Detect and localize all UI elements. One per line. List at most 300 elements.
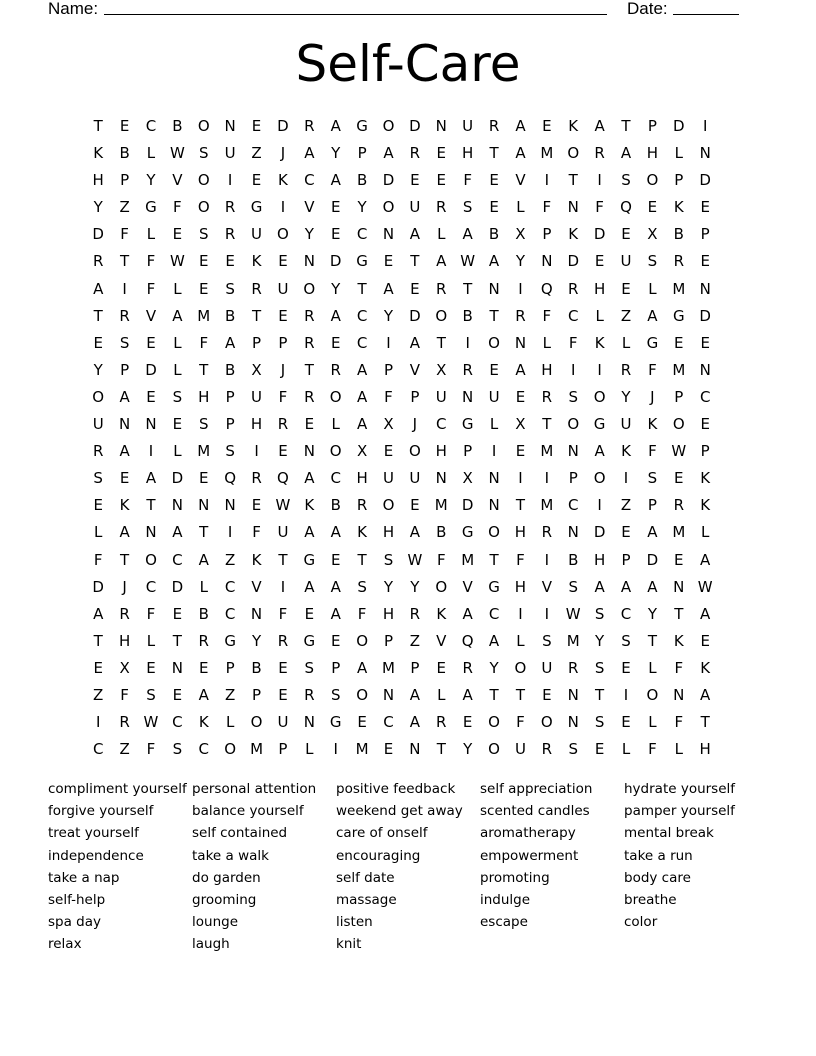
grid-letter: A bbox=[356, 658, 368, 677]
grid-letter: D bbox=[382, 171, 395, 190]
grid-letter: Y bbox=[383, 306, 394, 325]
grid-letter: I bbox=[518, 604, 523, 623]
grid-letter: Y bbox=[621, 387, 631, 406]
grid-letter: O bbox=[488, 740, 500, 759]
grid-letter: N bbox=[699, 144, 711, 163]
grid-letter: V bbox=[436, 631, 447, 650]
grid-letter: L bbox=[305, 740, 314, 759]
grid-letter: E bbox=[330, 631, 341, 650]
grid-letter: F bbox=[120, 685, 129, 704]
grid-letter: J bbox=[122, 577, 127, 596]
grid-letter: O bbox=[593, 469, 606, 488]
grid-letter: A bbox=[462, 685, 473, 704]
grid-letter: N bbox=[541, 252, 553, 271]
grid-letter: E bbox=[330, 225, 341, 244]
grid-letter: T bbox=[278, 550, 288, 569]
grid-letter: U bbox=[224, 144, 236, 163]
word-list-item: self contained bbox=[192, 825, 288, 842]
grid-letter: F bbox=[146, 604, 156, 623]
grid-letter: A bbox=[462, 225, 473, 244]
grid-letter: Q bbox=[224, 469, 237, 488]
grid-letter: C bbox=[488, 604, 500, 623]
grid-letter: J bbox=[280, 360, 286, 379]
grid-letter: O bbox=[277, 225, 289, 244]
grid-letter: Z bbox=[620, 496, 632, 515]
grid-letter: S bbox=[172, 740, 183, 759]
grid-letter: T bbox=[146, 496, 156, 515]
grid-letter: O bbox=[197, 117, 210, 135]
grid-letter: S bbox=[119, 333, 130, 352]
grid-letter: E bbox=[251, 171, 262, 190]
grid-letter: T bbox=[700, 713, 710, 732]
grid-letter: U bbox=[277, 523, 289, 542]
word-list-item: forgive yourself bbox=[48, 803, 154, 820]
grid-letter: T bbox=[120, 550, 130, 569]
grid-letter: L bbox=[648, 279, 657, 298]
grid-letter: M bbox=[540, 442, 554, 461]
grid-letter: E bbox=[489, 198, 499, 217]
grid-letter: Y bbox=[93, 198, 103, 217]
grid-letter: G bbox=[303, 631, 316, 650]
grid-letter: A bbox=[594, 117, 605, 135]
grid-letter: E bbox=[199, 469, 209, 488]
grid-letter: R bbox=[304, 117, 315, 135]
grid-letter: A bbox=[436, 252, 447, 271]
grid-letter: F bbox=[146, 740, 156, 759]
grid-letter: A bbox=[515, 144, 526, 163]
grid-letter: S bbox=[647, 469, 658, 488]
grid-letter: A bbox=[198, 550, 209, 569]
grid-letter: A bbox=[356, 360, 368, 379]
grid-letter: A bbox=[93, 279, 104, 298]
grid-letter: P bbox=[225, 387, 235, 406]
word-list-item bbox=[480, 933, 624, 955]
grid-letter: I bbox=[597, 496, 602, 515]
word-list-item: self date bbox=[336, 869, 395, 886]
grid-letter: E bbox=[172, 604, 183, 623]
grid-letter: O bbox=[593, 387, 606, 406]
grid-letter: R bbox=[462, 360, 473, 379]
grid-letter: A bbox=[383, 279, 394, 298]
grid-letter: R bbox=[673, 496, 684, 515]
grid-letter: F bbox=[516, 713, 525, 732]
word-list-item: indulge bbox=[480, 891, 531, 908]
grid-letter: E bbox=[674, 550, 684, 569]
grid-letter: I bbox=[386, 333, 391, 352]
grid-letter: Q bbox=[540, 279, 553, 298]
grid-letter: T bbox=[542, 415, 552, 434]
grid-letter: S bbox=[568, 740, 578, 759]
grid-letter: R bbox=[568, 279, 579, 298]
grid-letter: F bbox=[595, 198, 604, 217]
word-list-item: escape bbox=[480, 914, 528, 931]
grid-letter: F bbox=[93, 550, 103, 569]
grid-letter: M bbox=[672, 360, 686, 379]
word-list-item: mental break bbox=[624, 825, 714, 842]
grid-letter: O bbox=[408, 442, 421, 461]
grid-letter: E bbox=[304, 604, 315, 623]
grid-letter: H bbox=[250, 415, 263, 434]
grid-letter: U bbox=[251, 387, 263, 406]
grid-letter: E bbox=[462, 713, 473, 732]
grid-letter: G bbox=[145, 198, 157, 217]
grid-letter: R bbox=[304, 333, 315, 352]
grid-letter: O bbox=[382, 496, 395, 515]
grid-letter: A bbox=[700, 685, 711, 704]
grid-letter: T bbox=[199, 360, 209, 379]
grid-letter: N bbox=[567, 685, 579, 704]
grid-letter: I bbox=[544, 550, 550, 569]
grid-letter: N bbox=[699, 279, 711, 298]
grid-letter: P bbox=[463, 442, 473, 461]
grid-letter: H bbox=[593, 550, 606, 569]
grid-letter: D bbox=[567, 252, 579, 271]
grid-letter: R bbox=[436, 279, 447, 298]
grid-letter: V bbox=[515, 171, 526, 190]
grid-letter: A bbox=[119, 442, 130, 461]
grid-letter: V bbox=[172, 171, 183, 190]
grid-letter: P bbox=[225, 658, 235, 677]
name-blank-line[interactable] bbox=[104, 14, 607, 15]
grid-letter: F bbox=[436, 550, 446, 569]
grid-letter: W bbox=[275, 496, 291, 515]
grid-letter: T bbox=[120, 252, 130, 271]
grid-letter: X bbox=[251, 360, 262, 379]
word-list-item: aromatherapy bbox=[480, 825, 576, 842]
grid-letter: E bbox=[119, 117, 130, 135]
grid-letter: I bbox=[571, 360, 576, 379]
grid-letter: E bbox=[621, 225, 631, 244]
grid-letter: G bbox=[672, 306, 685, 325]
grid-letter: K bbox=[436, 604, 447, 623]
grid-letter: N bbox=[462, 387, 474, 406]
word-list-item: take a walk bbox=[192, 847, 269, 864]
grid-letter: B bbox=[568, 550, 579, 569]
grid-letter: Y bbox=[251, 631, 262, 650]
grid-letter: N bbox=[409, 740, 421, 759]
grid-letter: V bbox=[409, 360, 421, 379]
grid-letter: T bbox=[93, 117, 103, 135]
grid-letter: D bbox=[699, 306, 711, 325]
grid-letter: A bbox=[620, 144, 632, 163]
grid-letter: H bbox=[514, 577, 527, 596]
grid-letter: R bbox=[277, 415, 289, 434]
grid-letter: A bbox=[700, 604, 711, 623]
grid-letter: H bbox=[646, 144, 659, 163]
grid-letter: F bbox=[542, 306, 552, 325]
grid-letter: E bbox=[199, 658, 209, 677]
grid-letter: L bbox=[516, 198, 525, 217]
grid-letter: P bbox=[700, 442, 710, 461]
grid-letter: H bbox=[514, 523, 527, 542]
grid-letter: H bbox=[92, 171, 104, 190]
grid-letter: T bbox=[621, 117, 631, 135]
grid-letter: O bbox=[382, 198, 395, 217]
grid-letter: P bbox=[621, 550, 631, 569]
grid-letter: A bbox=[330, 117, 341, 135]
grid-letter: U bbox=[409, 198, 421, 217]
grid-letter: P bbox=[278, 740, 288, 759]
grid-letter: M bbox=[197, 306, 211, 325]
grid-letter: A bbox=[304, 469, 315, 488]
grid-letter: V bbox=[462, 577, 473, 596]
grid-letter: U bbox=[435, 387, 447, 406]
grid-letter: E bbox=[251, 496, 262, 515]
grid-letter: Y bbox=[304, 225, 314, 244]
grid-letter: G bbox=[646, 333, 659, 352]
grid-letter: U bbox=[462, 117, 474, 135]
word-list-item: treat yourself bbox=[48, 825, 139, 842]
grid-letter: R bbox=[568, 658, 579, 677]
page-title: Self-Care bbox=[295, 35, 521, 93]
word-list-item: care of onself bbox=[336, 825, 428, 842]
grid-letter: N bbox=[145, 415, 157, 434]
grid-letter: N bbox=[303, 442, 315, 461]
grid-letter: E bbox=[436, 144, 447, 163]
grid-letter: A bbox=[145, 469, 157, 488]
grid-letter: O bbox=[356, 631, 368, 650]
word-list-item: massage bbox=[336, 891, 397, 908]
grid-letter: R bbox=[541, 740, 553, 759]
grid-letter: O bbox=[356, 685, 368, 704]
grid-letter: S bbox=[93, 469, 103, 488]
grid-letter: E bbox=[700, 333, 710, 352]
grid-letter: T bbox=[304, 360, 314, 379]
grid-letter: U bbox=[277, 713, 289, 732]
grid-letter: S bbox=[594, 604, 605, 623]
grid-letter: E bbox=[383, 442, 394, 461]
grid-letter: E bbox=[225, 252, 235, 271]
grid-letter: A bbox=[409, 225, 421, 244]
grid-letter: E bbox=[199, 279, 209, 298]
word-list-item: lounge bbox=[192, 914, 238, 931]
date-blank-line[interactable] bbox=[673, 14, 739, 15]
grid-letter: E bbox=[330, 333, 341, 352]
grid-letter: R bbox=[356, 496, 368, 515]
grid-letter: A bbox=[383, 144, 394, 163]
grid-letter: L bbox=[621, 740, 631, 759]
grid-letter: A bbox=[93, 604, 104, 623]
grid-letter: I bbox=[280, 577, 286, 596]
grid-letter: S bbox=[383, 550, 394, 569]
grid-letter: W bbox=[169, 144, 185, 163]
grid-letter: F bbox=[568, 333, 578, 352]
grid-letter: I bbox=[227, 171, 233, 190]
grid-letter: L bbox=[331, 415, 340, 434]
grid-letter: E bbox=[146, 387, 156, 406]
grid-letter: U bbox=[620, 252, 632, 271]
grid-letter: R bbox=[488, 117, 500, 135]
grid-letter: P bbox=[542, 225, 552, 244]
grid-letter: A bbox=[330, 577, 341, 596]
grid-letter: I bbox=[597, 171, 602, 190]
grid-letter: E bbox=[674, 469, 684, 488]
grid-letter: Y bbox=[463, 740, 473, 759]
grid-letter: A bbox=[647, 523, 658, 542]
grid-letter: S bbox=[568, 387, 578, 406]
grid-letter: F bbox=[674, 713, 684, 732]
grid-letter: F bbox=[199, 333, 209, 352]
grid-letter: U bbox=[620, 415, 632, 434]
grid-letter: N bbox=[435, 117, 447, 135]
word-list-item: listen bbox=[336, 914, 373, 931]
grid-letter: O bbox=[197, 198, 210, 217]
grid-letter: T bbox=[489, 550, 499, 569]
grid-letter: P bbox=[700, 225, 710, 244]
grid-letter: R bbox=[436, 198, 447, 217]
grid-letter: X bbox=[356, 442, 368, 461]
word-list-item: positive feedback bbox=[336, 781, 456, 797]
word-list-item: do garden bbox=[192, 869, 261, 886]
grid-letter: E bbox=[410, 496, 420, 515]
grid-letter: G bbox=[329, 713, 342, 732]
grid-letter: G bbox=[488, 577, 500, 596]
grid-letter: R bbox=[673, 252, 684, 271]
grid-letter: Y bbox=[383, 577, 394, 596]
grid-letter: O bbox=[646, 685, 659, 704]
grid-letter: T bbox=[436, 740, 446, 759]
grid-letter: D bbox=[171, 577, 184, 596]
grid-letter: B bbox=[462, 306, 473, 325]
grid-letter: E bbox=[621, 279, 631, 298]
grid-letter: U bbox=[541, 658, 553, 677]
grid-letter: U bbox=[277, 279, 289, 298]
grid-letter: H bbox=[541, 360, 553, 379]
grid-letter: P bbox=[331, 658, 341, 677]
grid-letter: D bbox=[171, 469, 184, 488]
grid-letter: N bbox=[488, 279, 500, 298]
grid-letter: C bbox=[145, 117, 157, 135]
grid-letter: C bbox=[172, 713, 183, 732]
grid-letter: O bbox=[435, 306, 448, 325]
grid-letter: I bbox=[544, 469, 550, 488]
grid-letter: H bbox=[356, 469, 368, 488]
grid-letter: K bbox=[198, 713, 209, 732]
grid-letter: X bbox=[515, 415, 526, 434]
grid-letter: O bbox=[382, 117, 395, 135]
grid-letter: B bbox=[436, 523, 447, 542]
grid-letter: X bbox=[436, 360, 447, 379]
grid-letter: I bbox=[465, 333, 470, 352]
grid-letter: R bbox=[330, 360, 341, 379]
grid-letter: T bbox=[410, 252, 420, 271]
grid-letter: B bbox=[225, 306, 236, 325]
grid-letter: E bbox=[278, 685, 288, 704]
grid-letter: K bbox=[119, 496, 130, 515]
grid-letter: A bbox=[172, 523, 183, 542]
grid-letter: P bbox=[568, 469, 578, 488]
grid-letter: T bbox=[357, 279, 367, 298]
grid-letter: R bbox=[224, 225, 236, 244]
grid-letter: A bbox=[304, 144, 315, 163]
grid-letter: N bbox=[435, 469, 447, 488]
grid-letter: N bbox=[514, 333, 527, 352]
grid-letter: A bbox=[330, 171, 341, 190]
grid-letter: A bbox=[356, 387, 368, 406]
grid-letter: E bbox=[489, 171, 499, 190]
grid-letter: E bbox=[93, 658, 103, 677]
grid-letter: S bbox=[330, 685, 341, 704]
grid-letter: B bbox=[251, 658, 262, 677]
grid-letter: Z bbox=[409, 631, 421, 650]
grid-letter: F bbox=[120, 225, 129, 244]
grid-letter: X bbox=[647, 225, 658, 244]
grid-letter: T bbox=[674, 604, 684, 623]
grid-letter: S bbox=[146, 685, 156, 704]
grid-letter: L bbox=[674, 144, 683, 163]
grid-letter: E bbox=[621, 658, 631, 677]
grid-letter: B bbox=[330, 496, 341, 515]
grid-letter: Y bbox=[647, 604, 657, 623]
grid-letter: O bbox=[488, 523, 500, 542]
grid-letter: P bbox=[252, 333, 262, 352]
grid-letter: S bbox=[594, 658, 605, 677]
grid-letter: C bbox=[436, 415, 447, 434]
grid-letter: E bbox=[594, 740, 605, 759]
grid-letter: E bbox=[278, 442, 288, 461]
word-list-item: breathe bbox=[624, 891, 677, 908]
grid-letter: L bbox=[146, 631, 156, 650]
grid-letter: A bbox=[330, 523, 341, 542]
grid-letter: P bbox=[674, 171, 684, 190]
grid-letter: O bbox=[435, 577, 448, 596]
grid-letter: A bbox=[409, 685, 421, 704]
grid-letter: I bbox=[623, 469, 629, 488]
grid-letter: W bbox=[697, 577, 713, 596]
grid-letter: Z bbox=[225, 685, 236, 704]
grid-letter: O bbox=[303, 279, 316, 298]
grid-letter: Q bbox=[461, 631, 474, 650]
grid-letter: N bbox=[171, 658, 183, 677]
grid-letter: A bbox=[700, 550, 711, 569]
word-list-item: empowerment bbox=[480, 847, 579, 864]
grid-letter: Q bbox=[277, 469, 289, 488]
grid-letter: N bbox=[171, 496, 183, 515]
grid-letter: N bbox=[198, 496, 210, 515]
grid-letter: H bbox=[435, 442, 447, 461]
grid-letter: W bbox=[407, 550, 423, 569]
grid-letter: I bbox=[254, 442, 259, 461]
grid-letter: S bbox=[225, 279, 235, 298]
grid-letter: Q bbox=[620, 198, 632, 217]
grid-letter: F bbox=[252, 523, 261, 542]
name-label: Name: bbox=[48, 0, 99, 18]
grid-letter: E bbox=[489, 360, 499, 379]
grid-letter: H bbox=[699, 740, 711, 759]
grid-letter: L bbox=[173, 333, 182, 352]
grid-letter: E bbox=[93, 333, 103, 352]
grid-letter: D bbox=[461, 496, 474, 515]
grid-letter: E bbox=[621, 713, 631, 732]
grid-letter: K bbox=[673, 198, 684, 217]
grid-letter: Y bbox=[331, 279, 341, 298]
grid-letter: R bbox=[92, 252, 104, 271]
grid-letter: U bbox=[409, 469, 421, 488]
grid-letter: N bbox=[488, 496, 500, 515]
grid-letter: F bbox=[674, 658, 684, 677]
grid-letter: T bbox=[647, 631, 657, 650]
grid-letter: C bbox=[304, 171, 315, 190]
grid-letter: Z bbox=[119, 198, 130, 217]
grid-letter: A bbox=[356, 415, 368, 434]
grid-letter: I bbox=[544, 604, 550, 623]
grid-letter: F bbox=[173, 198, 182, 217]
grid-letter: V bbox=[251, 577, 262, 596]
word-list-item: take a nap bbox=[48, 869, 120, 886]
grid-letter: E bbox=[700, 415, 710, 434]
grid-letter: J bbox=[412, 415, 418, 434]
grid-letter: S bbox=[462, 198, 473, 217]
